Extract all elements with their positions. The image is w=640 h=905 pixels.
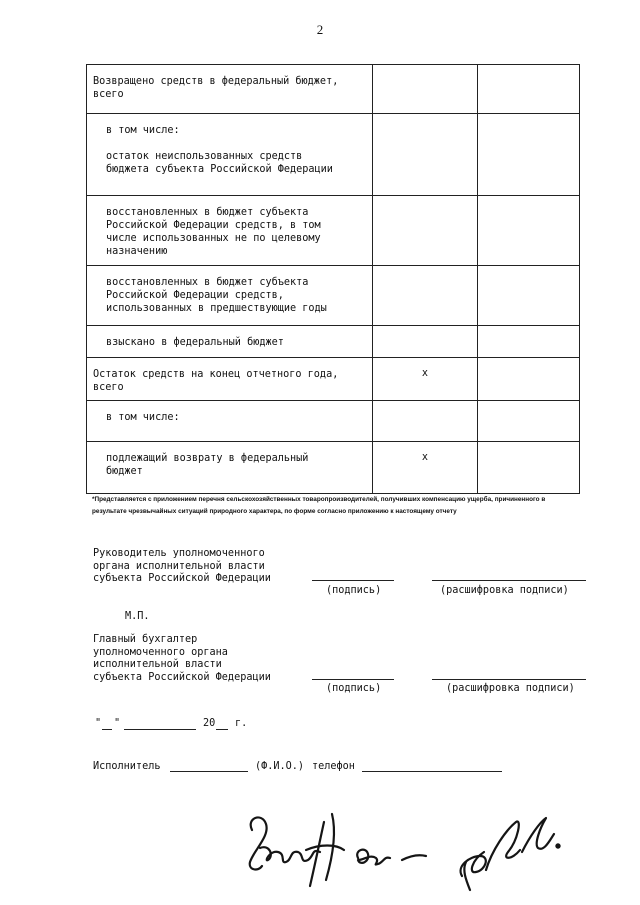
date-day-line [102,729,112,730]
head-decode-line [432,580,586,581]
row-mark: x [421,368,429,379]
row-label: подлежащий возврату в федеральный бюджет [106,453,309,477]
row-label: восстановленных в бюджет субъекта Российской Федерации средств, в том числе использованных не по целевому назначению [106,207,321,257]
row-mark [373,114,477,129]
date-suffix: г. [235,718,248,729]
accountant-decode-line [432,679,586,680]
row-label-cell [87,65,373,114]
accountant-sign-label: (подпись) [326,683,382,694]
row-label-cell [87,196,373,266]
row-value-cell-2 [478,196,580,266]
row-mark [373,266,477,281]
accountant-title: Главный бухгалтер уполномоченного органа исполнительной власти субъекта Российской Федерации [93,634,271,683]
row-value-cell-1 [373,114,478,196]
table-row [87,401,580,442]
date-close-quote: " [114,718,121,729]
row-label: Возвращено средств в федеральный бюджет, всего [93,76,339,100]
row-value-cell-1 [373,326,478,358]
executor-fio-label: (Ф.И.О.) [255,761,305,772]
row-value-cell-1 [373,358,478,401]
executor-phone-line [362,771,502,772]
row-label: Остаток средств на конец отчетного года, всего [93,369,339,393]
stamp-label: М.П. [125,611,150,622]
row-mark [373,196,477,211]
handwritten-signatures [240,800,570,900]
row-label: взыскано в федеральный бюджет [106,337,284,348]
row-label-cell [87,442,373,494]
date-year-line [216,729,228,730]
head-sign-label: (подпись) [326,585,382,596]
row-value-cell-1 [373,442,478,494]
page-number: 2 [316,22,324,37]
row-label-cell [87,266,373,326]
row-mark: x [421,452,429,463]
row-value-cell-2 [478,442,580,494]
row-label: в том числе: [106,412,180,423]
date-month-line [124,729,196,730]
head-sign-line [312,580,394,581]
row-mark [373,401,477,416]
date-year: 20 [203,718,216,729]
signature-2 [357,850,426,865]
footnote: *Представляется с приложением перечня сельскохозяйственных товаропроизводителей, получивших компенсацию ущерба, причиненного в результате чрезвычайных ситуаций природного характера, по форме согласно приложению к настоящему отчету [92,496,546,515]
date-open-quote: " [95,718,102,729]
table-row [87,196,580,266]
table-row [87,326,580,358]
executor-label: Исполнитель [93,761,161,772]
row-label-cell [87,358,373,401]
row-value-cell-2 [478,266,580,326]
signature-1 [250,814,344,886]
row-value-cell-1 [373,196,478,266]
accountant-decode-label: (расшифровка подписи) [446,683,575,694]
row-value-cell-2 [478,65,580,114]
accountant-sign-line [312,679,394,680]
table-row [87,65,580,114]
row-mark [373,326,477,341]
executor-name-line [170,771,248,772]
table-row [87,266,580,326]
table-row [87,114,580,196]
row-value-cell-2 [478,114,580,196]
report-table [86,64,580,494]
signature-3 [461,818,560,890]
head-decode-label: (расшифровка подписи) [440,585,569,596]
row-label: в том числе: остаток неиспользованных средств бюджета субъекта Российской Федерации [106,125,333,175]
row-label-cell [87,114,373,196]
row-value-cell-1 [373,65,478,114]
table-row [87,442,580,494]
row-value-cell-2 [478,326,580,358]
row-value-cell-2 [478,358,580,401]
row-label-cell [87,401,373,442]
row-value-cell-2 [478,401,580,442]
row-mark [373,65,477,80]
row-label-cell [87,326,373,358]
row-label: восстановленных в бюджет субъекта Российской Федерации средств, использованных в предшествующие годы [106,277,327,314]
table-row [87,358,580,401]
row-value-cell-1 [373,401,478,442]
executor-phone-label: телефон [312,761,355,772]
row-value-cell-1 [373,266,478,326]
head-title: Руководитель уполномоченного органа исполнительной власти субъекта Российской Федерации [93,548,271,584]
